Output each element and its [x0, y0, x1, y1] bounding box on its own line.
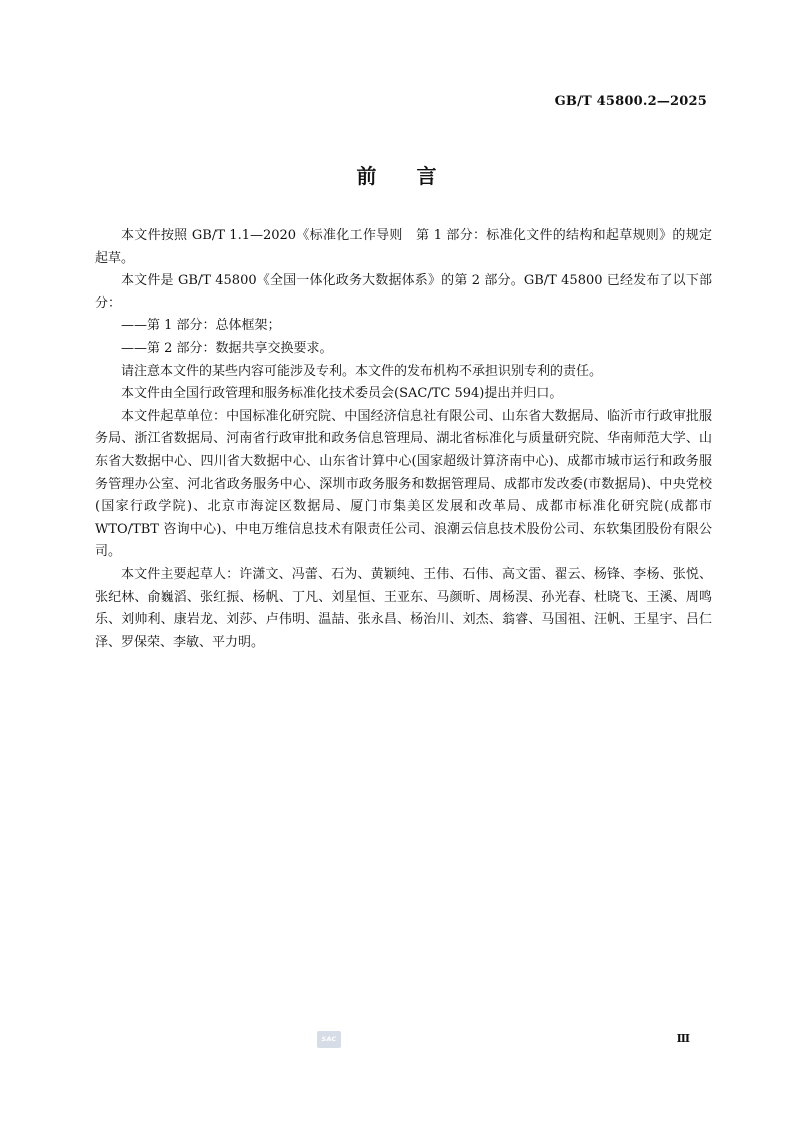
foreword-body	[95, 225, 712, 654]
page-number: Ⅲ	[676, 1032, 690, 1045]
list-item-part-2: ——第 2 部分：数据共享交换要求。	[121, 340, 333, 356]
page-title: 前言	[356, 164, 477, 188]
paragraph-patent-notice: 请注意本文件的某些内容可能涉及专利。本文件的发布机构不承担识别专利的责任。	[121, 363, 603, 379]
paragraph-proposer: 本文件由全国行政管理和服务标准化技术委员会(SAC/TC 594)提出并归口。	[121, 386, 563, 402]
paragraph-drafting-units: 本文件起草单位：中国标准化研究院、中国经济信息社有限公司、山东省大数据局、临沂市行政审批服务局、浙江省数据局、河南省行政审批和政务信息管理局、湖北省标准化与质量研究院、华南师范大学、山东省大数据中心、四川省大数据中心、山东省计算中心(国家超级计算济南中心)、成都市城市运行和政务服务管理办公室、河北省政务服务中心、深圳市政务服务和数据管理局、成都市发改委(市数据局)、中央党校(国家行政学院)、北京市海淀区数据局、厦门市集美区发展和改革局、成都市标准化研究院(成都市 WTO/TBT 咨询中心)、中电万维信息技术有限责任公司、浪潮云信息技术股份公司、东软集团股份有限公司。	[95, 408, 712, 560]
paragraph-series-intro: 本文件是 GB/T 45800《全国一体化政务大数据体系》的第 2 部分。GB/T 45800 已经发布了以下部分：	[95, 273, 712, 311]
sac-logo: SAC	[317, 1031, 341, 1048]
list-item-part-1: ——第 1 部分：总体框架；	[121, 318, 281, 334]
paragraph-drafters: 本文件主要起草人：许潇文、冯蕾、石为、黄颖纯、王伟、石伟、高文雷、翟云、杨锋、李杨、张悦、张纪林、俞巍滔、张红振、杨帆、丁凡、刘星恒、王亚东、马颜昕、周杨淏、孙光春、杜晓飞、王溪、周鸣乐、刘帅利、康岩龙、刘莎、卢伟明、温喆、张永昌、杨治川、刘杰、翁睿、马国祖、汪帆、王星宇、吕仁泽、罗保荣、李敏、平力明。	[95, 566, 712, 650]
standard-code: GB/T 45800.2—2025	[554, 94, 707, 109]
paragraph-drafting-rules: 本文件按照 GB/T 1.1—2020《标准化工作导则 第 1 部分：标准化文件的结构和起草规则》的规定起草。	[95, 228, 712, 266]
